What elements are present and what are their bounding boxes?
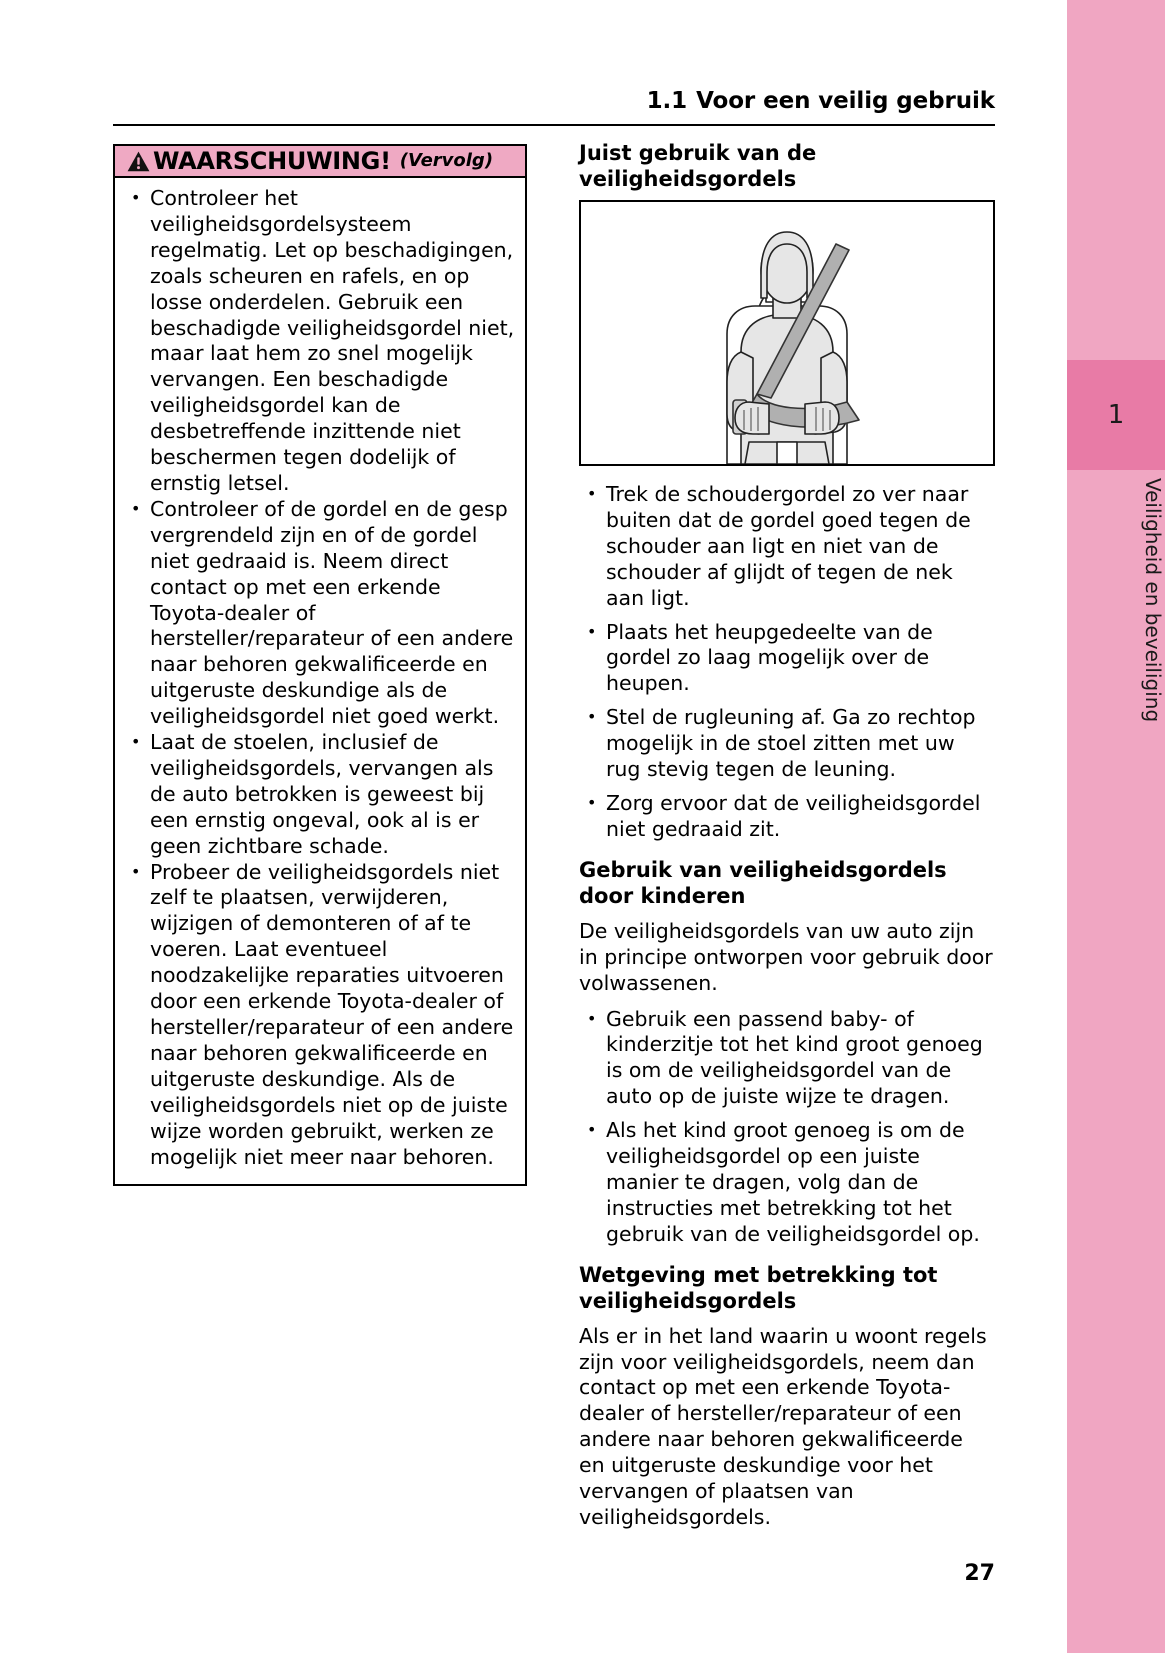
legislation-section-paragraph: Als er in het land waarin u woont regels zijn voor veiligheidsgordels, neem dan contact op met een erkende Toyota-dealer of hersteller/reparateur of een andere naar behoren gekwalificeerde en uitgeruste deskundige voor het vervangen of plaatsen van veiligheidsgordels.	[579, 1323, 987, 1529]
children-bullet-list	[579, 1007, 995, 1248]
children-section-paragraph: De veiligheidsgordels van uw auto zijn in principe ontworpen voor gebruik door volwassenen.	[579, 918, 993, 995]
right-column	[579, 140, 995, 1541]
list-item: • Plaats het heupgedeelte van de gordel zo laag mogelijk over de heupen.	[579, 620, 995, 698]
list-item: • Stel de rugleuning af. Ga zo rechtop mogelijk in de stoel zitten met uw rug stevig tegen de leuning.	[579, 705, 995, 783]
list-item: • Controleer of de gordel en de gesp vergrendeld zijn en of de gordel niet gedraaid is. Neem direct contact op met een erkende Toyota-dealer of hersteller/reparateur of een andere naar behoren gekwalificeerde en uitgeruste deskundige als de veiligheidsgordel niet goed werkt.	[125, 497, 515, 730]
chapter-label: Veiligheid en beveiliging	[1141, 478, 1165, 723]
header-section-number: 1.1	[646, 88, 688, 114]
left-column	[113, 144, 527, 1186]
seated-occupant-with-seatbelt-illustration	[579, 200, 995, 466]
chapter-sidebar	[1067, 0, 1165, 1653]
running-header	[113, 88, 995, 114]
warning-box	[113, 144, 527, 1186]
list-item: • Als het kind groot genoeg is om de veiligheidsgordel op een juiste manier te dragen, volg dan de instructies met betrekking tot het gebruik van de veiligheidsgordel op.	[579, 1118, 995, 1248]
list-item: • Trek de schoudergordel zo ver naar buiten dat de gordel goed tegen de schouder aan ligt en niet van de schouder af glijdt of tegen de nek aan ligt.	[579, 482, 995, 612]
section-heading-correct-use: Juist gebruik van de veiligheidsgordels	[579, 141, 817, 191]
warning-box-body	[115, 178, 525, 1184]
warning-box-header	[115, 146, 525, 178]
section-heading-children: Gebruik van veiligheidsgordels door kinderen	[579, 857, 947, 908]
warning-continued-label: (Vervolg)	[399, 150, 494, 171]
page-number: 27	[964, 1561, 995, 1586]
correct-use-bullet-list	[579, 482, 995, 843]
header-section-title: Voor een veilig gebruik	[696, 88, 995, 114]
list-item: • Gebruik een passend baby- of kinderzitje tot het kind groot genoeg is om de veiligheidsgordel van de auto op de juiste wijze te dragen.	[579, 1007, 995, 1111]
list-item: • Controleer het veiligheidsgordelsysteem regelmatig. Let op beschadigingen, zoals scheuren en rafels, en op losse onderdelen. Gebruik een beschadigde veiligheidsgordel niet, maar laat hem zo snel mogelijk vervangen. Een beschadigde veiligheidsgordel kan de desbetreffende inzittende niet beschermen tegen dodelijk of ernstig letsel.	[125, 186, 515, 497]
warning-title: WAARSCHUWING!	[153, 147, 391, 175]
warning-triangle-icon	[127, 151, 150, 172]
chapter-tab	[1067, 360, 1165, 470]
header-divider	[113, 124, 995, 126]
chapter-number: 1	[1107, 400, 1125, 430]
list-item: • Probeer de veiligheidsgordels niet zelf te plaatsen, verwijderen, wijzigen of demonteren of af te voeren. Laat eventueel noodzakelijke reparaties uitvoeren door een erkende Toyota-dealer of hersteller/reparateur of een andere naar behoren gekwalificeerde en uitgeruste deskundige. Als de veiligheidsgordels niet op de juiste wijze worden gebruikt, werken ze mogelijk niet meer naar behoren.	[125, 860, 515, 1171]
warning-bullet-list	[125, 186, 515, 1170]
list-item: • Laat de stoelen, inclusief de veiligheidsgordels, vervangen als de auto betrokken is geweest bij een ernstig ongeval, ook al is er geen zichtbare schade.	[125, 730, 515, 860]
section-heading-legislation: Wetgeving met betrekking tot veiligheidsgordels	[579, 1262, 938, 1313]
list-item: • Zorg ervoor dat de veiligheidsgordel niet gedraaid zit.	[579, 791, 995, 843]
